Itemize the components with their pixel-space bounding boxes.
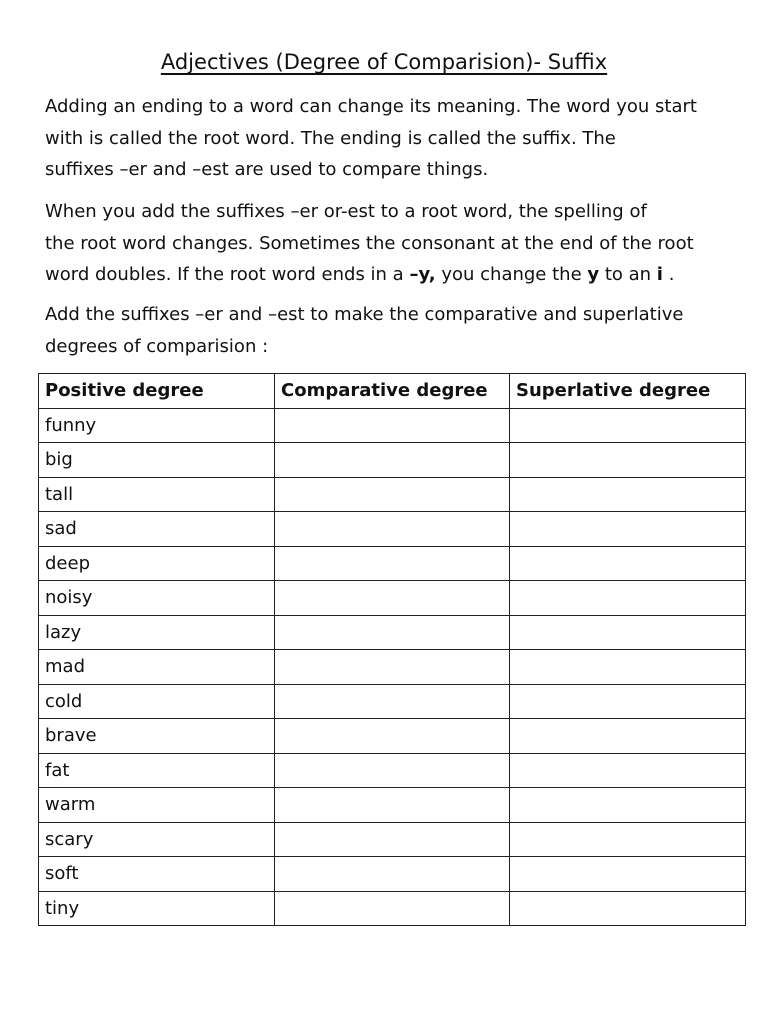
comparative-answer-cell[interactable] bbox=[275, 788, 510, 823]
rule-line-3-text-b: you change the bbox=[435, 264, 588, 285]
comparative-answer-cell[interactable] bbox=[275, 857, 510, 892]
positive-word: mad bbox=[39, 650, 275, 685]
table-row bbox=[39, 857, 746, 892]
rule-line-2: the root word changes. Sometimes the consonant at the end of the root bbox=[45, 232, 694, 254]
table-header-row bbox=[39, 374, 746, 409]
table-row bbox=[39, 684, 746, 719]
table-row bbox=[39, 408, 746, 443]
instruction-line-2: degrees of comparision : bbox=[45, 335, 269, 357]
rule-line-1: When you add the suffixes –er or-est to a root word, the spelling of bbox=[45, 201, 647, 222]
positive-word: warm bbox=[39, 788, 275, 823]
positive-word: tiny bbox=[39, 891, 275, 926]
comparative-answer-cell[interactable] bbox=[275, 719, 510, 754]
superlative-answer-cell[interactable] bbox=[510, 753, 746, 788]
positive-word: big bbox=[39, 443, 275, 478]
rule-suffix-y: –y, bbox=[409, 264, 436, 285]
table-row bbox=[39, 546, 746, 581]
superlative-answer-cell[interactable] bbox=[510, 581, 746, 616]
superlative-answer-cell[interactable] bbox=[510, 477, 746, 512]
positive-word: deep bbox=[39, 546, 275, 581]
comparative-answer-cell[interactable] bbox=[275, 581, 510, 616]
table-row bbox=[39, 615, 746, 650]
superlative-answer-cell[interactable] bbox=[510, 408, 746, 443]
comparative-answer-cell[interactable] bbox=[275, 615, 510, 650]
positive-word: noisy bbox=[39, 581, 275, 616]
superlative-answer-cell[interactable] bbox=[510, 857, 746, 892]
comparative-answer-cell[interactable] bbox=[275, 408, 510, 443]
superlative-answer-cell[interactable] bbox=[510, 546, 746, 581]
table-row bbox=[39, 581, 746, 616]
table-row bbox=[39, 650, 746, 685]
instruction-line-1: Add the suffixes –er and –est to make the comparative and superlative bbox=[45, 304, 684, 325]
positive-word: sad bbox=[39, 512, 275, 547]
comparative-answer-cell[interactable] bbox=[275, 684, 510, 719]
superlative-answer-cell[interactable] bbox=[510, 788, 746, 823]
rule-line-3-text-c: to an bbox=[599, 264, 657, 285]
positive-word: tall bbox=[39, 477, 275, 512]
comparative-answer-cell[interactable] bbox=[275, 512, 510, 547]
rule-line-3-text-a: word doubles. If the root word ends in a bbox=[45, 264, 410, 285]
positive-word: soft bbox=[39, 857, 275, 892]
table-row bbox=[39, 822, 746, 857]
superlative-answer-cell[interactable] bbox=[510, 684, 746, 719]
table-row bbox=[39, 753, 746, 788]
table-row bbox=[39, 719, 746, 754]
superlative-answer-cell[interactable] bbox=[510, 822, 746, 857]
table-row bbox=[39, 891, 746, 926]
worksheet-title: Adjectives (Degree of Comparision)- Suffix bbox=[160, 50, 608, 74]
rule-paragraph bbox=[45, 196, 735, 291]
rule-line-3 bbox=[45, 259, 735, 291]
instruction-paragraph bbox=[45, 299, 735, 362]
positive-word: cold bbox=[39, 684, 275, 719]
superlative-answer-cell[interactable] bbox=[510, 650, 746, 685]
rule-letter-i: i bbox=[656, 264, 663, 285]
header-positive-degree: Positive degree bbox=[39, 374, 275, 409]
table-row bbox=[39, 477, 746, 512]
header-superlative-degree: Superlative degree bbox=[510, 374, 746, 409]
table-row bbox=[39, 443, 746, 478]
rule-line-3-text-d: . bbox=[662, 264, 675, 285]
table-row bbox=[39, 788, 746, 823]
header-comparative-degree: Comparative degree bbox=[275, 374, 510, 409]
table-row bbox=[39, 512, 746, 547]
positive-word: lazy bbox=[39, 615, 275, 650]
superlative-answer-cell[interactable] bbox=[510, 891, 746, 926]
comparative-answer-cell[interactable] bbox=[275, 822, 510, 857]
positive-word: funny bbox=[39, 408, 275, 443]
superlative-answer-cell[interactable] bbox=[510, 719, 746, 754]
comparative-answer-cell[interactable] bbox=[275, 546, 510, 581]
degrees-table bbox=[38, 373, 746, 926]
superlative-answer-cell[interactable] bbox=[510, 512, 746, 547]
comparative-answer-cell[interactable] bbox=[275, 477, 510, 512]
comparative-answer-cell[interactable] bbox=[275, 891, 510, 926]
intro-line-3: suffixes –er and –est are used to compare things. bbox=[45, 159, 489, 180]
comparative-answer-cell[interactable] bbox=[275, 650, 510, 685]
comparative-answer-cell[interactable] bbox=[275, 753, 510, 788]
rule-letter-y: y bbox=[587, 264, 600, 285]
intro-paragraph bbox=[45, 91, 735, 186]
intro-line-1: Adding an ending to a word can change its meaning. The word you start bbox=[45, 96, 697, 117]
superlative-answer-cell[interactable] bbox=[510, 615, 746, 650]
comparative-answer-cell[interactable] bbox=[275, 443, 510, 478]
positive-word: fat bbox=[39, 753, 275, 788]
intro-line-2: with is called the root word. The ending is called the suffix. The bbox=[45, 127, 616, 149]
positive-word: brave bbox=[39, 719, 275, 754]
superlative-answer-cell[interactable] bbox=[510, 443, 746, 478]
positive-word: scary bbox=[39, 822, 275, 857]
